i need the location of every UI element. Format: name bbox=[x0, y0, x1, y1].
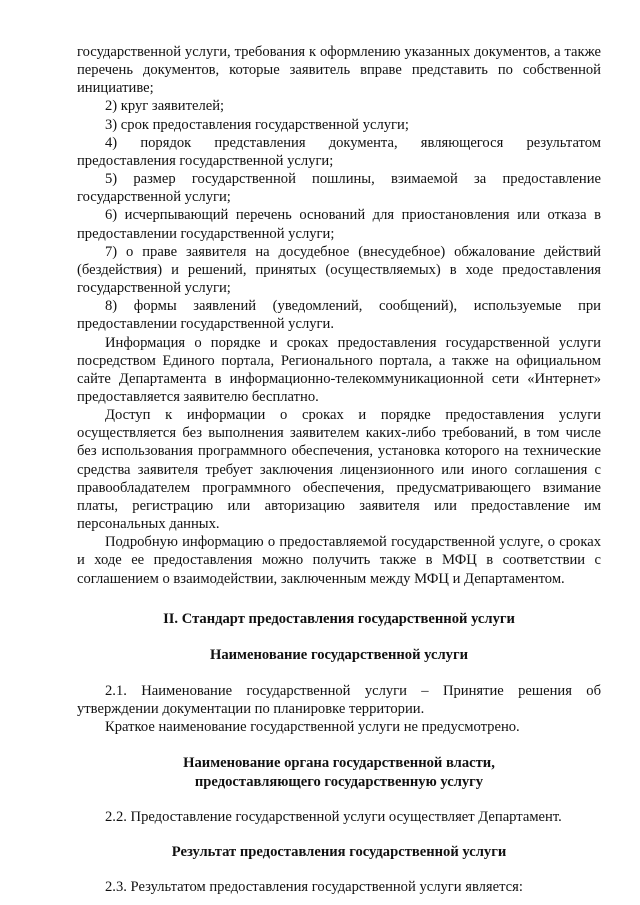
list-item: 2) круг заявителей; bbox=[105, 98, 225, 115]
body-paragraph: 2.1. Наименование государственной услуги – Принятие решения об утверждении документации по планировке территории. bbox=[77, 683, 601, 718]
list-item: 8) формы заявлений (уведомлений, сообщений), используемые при предоставлении государственной услуги. bbox=[77, 298, 601, 333]
result-heading: Результат предоставления государственной услуги bbox=[171, 843, 507, 860]
body-paragraph: Доступ к информации о сроках и порядке предоставления услуги осуществляется без выполнения заявителем каких-либо требований, в том числе без использования программного обеспечения, установка которого на технические средства заявителя требует заключения лицензионного или иного соглашения с правообладателем программного обеспечения, предусматривающего взимание платы, регистрацию или авторизацию заявителя или предоставление им персональных данных. bbox=[77, 407, 601, 533]
section-heading: II. Стандарт предоставления государственной услуги bbox=[163, 610, 515, 627]
body-paragraph: Информация о порядке и сроках предоставления государственной услуги посредством Единого портала, Регионального портала, а также на официальном сайте Департамента в информационно-телекоммуникационной сети «Интернет» предоставляется заявителю бесплатно. bbox=[77, 334, 601, 405]
document-page bbox=[77, 43, 601, 896]
body-paragraph: 2.2. Предоставление государственной услуги осуществляет Департамент. bbox=[105, 808, 562, 825]
list-item: 6) исчерпывающий перечень оснований для приостановления или отказа в предоставлении государственной услуги; bbox=[77, 207, 601, 242]
authority-heading-line2: предоставляющего государственную услугу bbox=[194, 773, 484, 790]
body-paragraph: Краткое наименование государственной услуги не предусмотрено. bbox=[105, 719, 520, 736]
list-item: 4) порядок представления документа, являющегося результатом предоставления государственной услуги; bbox=[77, 134, 601, 169]
authority-heading-line1: Наименование органа государственной власти, bbox=[183, 755, 495, 772]
list-item: 7) о праве заявителя на досудебное (внесудебное) обжалование действий (бездействия) и решений, принятых (осуществляемых) в ходе предоставления государственной услуги; bbox=[77, 243, 601, 297]
list-item: 5) размер государственной пошлины, взимаемой за предоставление государственной услуги; bbox=[77, 171, 601, 206]
service-name-heading: Наименование государственной услуги bbox=[210, 646, 468, 663]
body-paragraph: 2.3. Результатом предоставления государственной услуги является: bbox=[105, 879, 523, 896]
body-paragraph: Подробную информацию о предоставляемой государственной услуге, о сроках и ходе ее предоставления можно получить также в МФЦ в соответствии с соглашением о взаимодействии, заключенным между МФЦ и Департаментом. bbox=[77, 534, 601, 587]
intro-paragraph: государственной услуги, требования к оформлению указанных документов, а также перечень документов, которые заявитель вправе представить по собственной инициативе; bbox=[77, 44, 601, 97]
list-item: 3) срок предоставления государственной услуги; bbox=[105, 116, 409, 133]
